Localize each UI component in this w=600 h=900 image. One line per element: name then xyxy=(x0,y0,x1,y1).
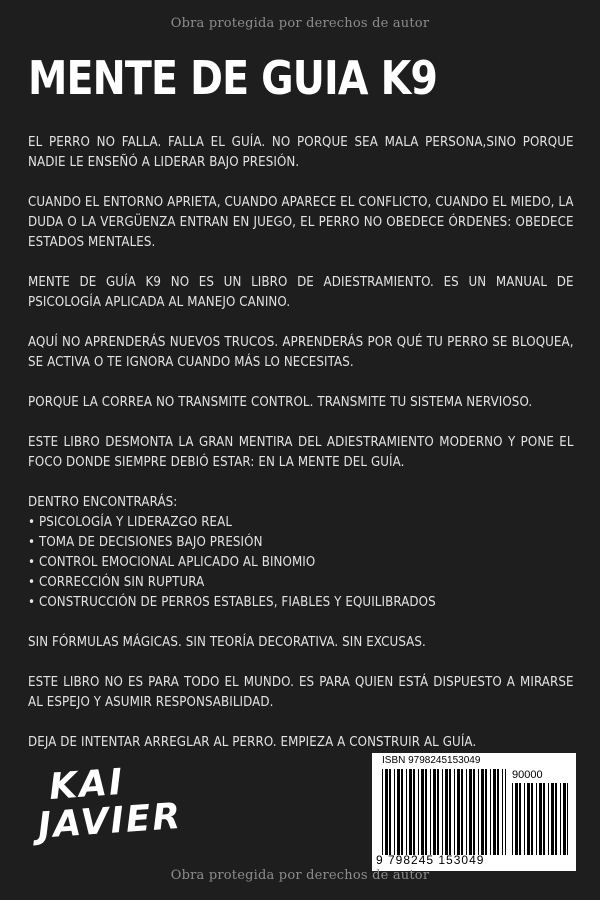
blurb-paragraph: AQUÍ NO APRENDERÁS NUEVOS TRUCOS. APRENDERÁS POR QUÉ TU PERRO SE BLOQUEA, SE ACTIVA O TE IGNORA CUANDO MÁS LO NECESITAS. xyxy=(28,334,574,370)
barcode-bar xyxy=(425,769,427,855)
book-title: MENTE DE GUIA K9 xyxy=(28,51,438,105)
blurb-paragraph: MENTE DE GUÍA K9 NO ES UN LIBRO DE ADIESTRAMIENTO. ES UN MANUAL DE PSICOLOGÍA APLICADA AL MANEJO CANINO. xyxy=(28,274,574,310)
barcode-bar xyxy=(478,769,479,855)
barcode-bar xyxy=(466,769,467,855)
author-first-name: KAI xyxy=(47,761,126,808)
barcode-bar xyxy=(430,769,431,855)
list-item: • CONTROL EMOCIONAL APLICADO AL BINOMIO xyxy=(28,552,574,572)
barcode-bar xyxy=(515,783,518,855)
barcode-bar xyxy=(409,769,412,855)
barcode-bar xyxy=(449,769,451,855)
barcode-bar xyxy=(389,769,391,855)
price-addon-number: 90000 xyxy=(512,769,543,781)
barcode-bar xyxy=(519,783,521,855)
barcode-bar xyxy=(527,783,530,855)
barcode-addon-bars xyxy=(512,783,568,855)
barcode-bar xyxy=(413,769,415,855)
blurb-paragraph: EL PERRO NO FALLA. FALLA EL GUÍA. NO PORQUE SEA MALA PERSONA,SINO PORQUE NADIE LE ENSEÑÓ A LIDERAR BAJO PRESIÓN. xyxy=(28,134,574,170)
barcode-bar xyxy=(481,769,484,855)
barcode-main-bars xyxy=(382,769,506,855)
barcode-bar xyxy=(442,769,443,855)
barcode-bar xyxy=(560,783,561,855)
author-logo xyxy=(34,759,199,846)
closing-paragraph: SIN FÓRMULAS MÁGICAS. SIN TEORÍA DECORATIVA. SIN EXCUSAS. xyxy=(28,634,426,650)
barcode-bar xyxy=(469,769,472,855)
list-item: • CORRECCIÓN SIN RUPTURA xyxy=(28,572,574,592)
barcode-bar xyxy=(382,769,383,855)
barcode-bar xyxy=(490,769,491,855)
contents-list-title: DENTRO ENCONTRARÁS: xyxy=(28,494,178,510)
list-item: • TOMA DE DECISIONES BAJO PRESIÓN xyxy=(28,532,574,552)
barcode-bar xyxy=(505,769,506,855)
barcode-bar xyxy=(421,769,424,855)
blurb-paragraph: PORQUE LA CORREA NO TRANSMITE CONTROL. TRANSMITE TU SISTEMA NERVIOSO. xyxy=(28,394,533,410)
barcode-bar xyxy=(406,769,407,855)
author-last-name: JAVIER xyxy=(36,795,184,847)
barcode-bar xyxy=(539,783,542,855)
barcode-bar xyxy=(457,769,460,855)
barcode-bar xyxy=(473,769,475,855)
barcode-bar xyxy=(433,769,436,855)
barcode-bar xyxy=(563,783,566,855)
isbn-label: ISBN 9798245153049 xyxy=(382,755,481,766)
barcode-bar xyxy=(437,769,439,855)
blurb-paragraph: ESTE LIBRO DESMONTA LA GRAN MENTIRA DEL ADIESTRAMIENTO MODERNO Y PONE EL FOCO DONDE SIEMPRE DEBIÓ ESTAR: EN LA MENTE DEL GUÍA. xyxy=(28,434,574,470)
barcode-bar xyxy=(512,783,513,855)
barcode-bar xyxy=(502,769,503,855)
isbn-barcode xyxy=(372,753,576,871)
barcode-bar xyxy=(385,769,388,855)
barcode-bar xyxy=(493,769,496,855)
back-cover-blurb xyxy=(28,132,574,772)
closing-paragraph: DEJA DE INTENTAR ARREGLAR AL PERRO. EMPIEZA A CONSTRUIR AL GUÍA. xyxy=(28,734,477,750)
barcode-bar xyxy=(397,769,400,855)
list-item: • CONSTRUCCIÓN DE PERROS ESTABLES, FIABLES Y EQUILIBRADOS xyxy=(28,592,574,612)
barcode-bar xyxy=(445,769,448,855)
barcode-bar xyxy=(497,769,499,855)
barcode-bar xyxy=(555,783,557,855)
barcode-bar xyxy=(418,769,419,855)
barcode-bar xyxy=(531,783,533,855)
list-item: • PSICOLOGÍA Y LIDERAZGO REAL xyxy=(28,512,574,532)
barcode-bar xyxy=(548,783,549,855)
blurb-paragraph: CUANDO EL ENTORNO APRIETA, CUANDO APARECE EL CONFLICTO, CUANDO EL MIEDO, LA DUDA O LA VERGÜENZA ENTRAN EN JUEGO, EL PERRO NO OBEDECE ÓRDENES: OBEDECE ESTADOS MENTALES. xyxy=(28,194,574,250)
closing-paragraph: ESTE LIBRO NO ES PARA TODO EL MUNDO. ES PARA QUIEN ESTÁ DISPUESTO A MIRARSE AL ESPEJO Y ASUMIR RESPONSABILIDAD. xyxy=(28,674,574,710)
barcode-bar xyxy=(536,783,537,855)
barcode-bar xyxy=(454,769,455,855)
barcode-bar xyxy=(543,783,545,855)
copyright-watermark-bottom: Obra protegida por derechos de autor xyxy=(170,868,430,883)
barcode-bar xyxy=(461,769,463,855)
barcode-bar xyxy=(401,769,403,855)
barcode-digits: 9 798245 153049 xyxy=(376,853,485,867)
copyright-watermark-top: Obra protegida por derechos de autor xyxy=(170,16,430,31)
barcode-bar xyxy=(394,769,395,855)
barcode-bar xyxy=(551,783,554,855)
barcode-bar xyxy=(567,783,568,855)
barcode-bar xyxy=(485,769,487,855)
barcode-bar xyxy=(524,783,525,855)
contents-list xyxy=(28,512,574,612)
